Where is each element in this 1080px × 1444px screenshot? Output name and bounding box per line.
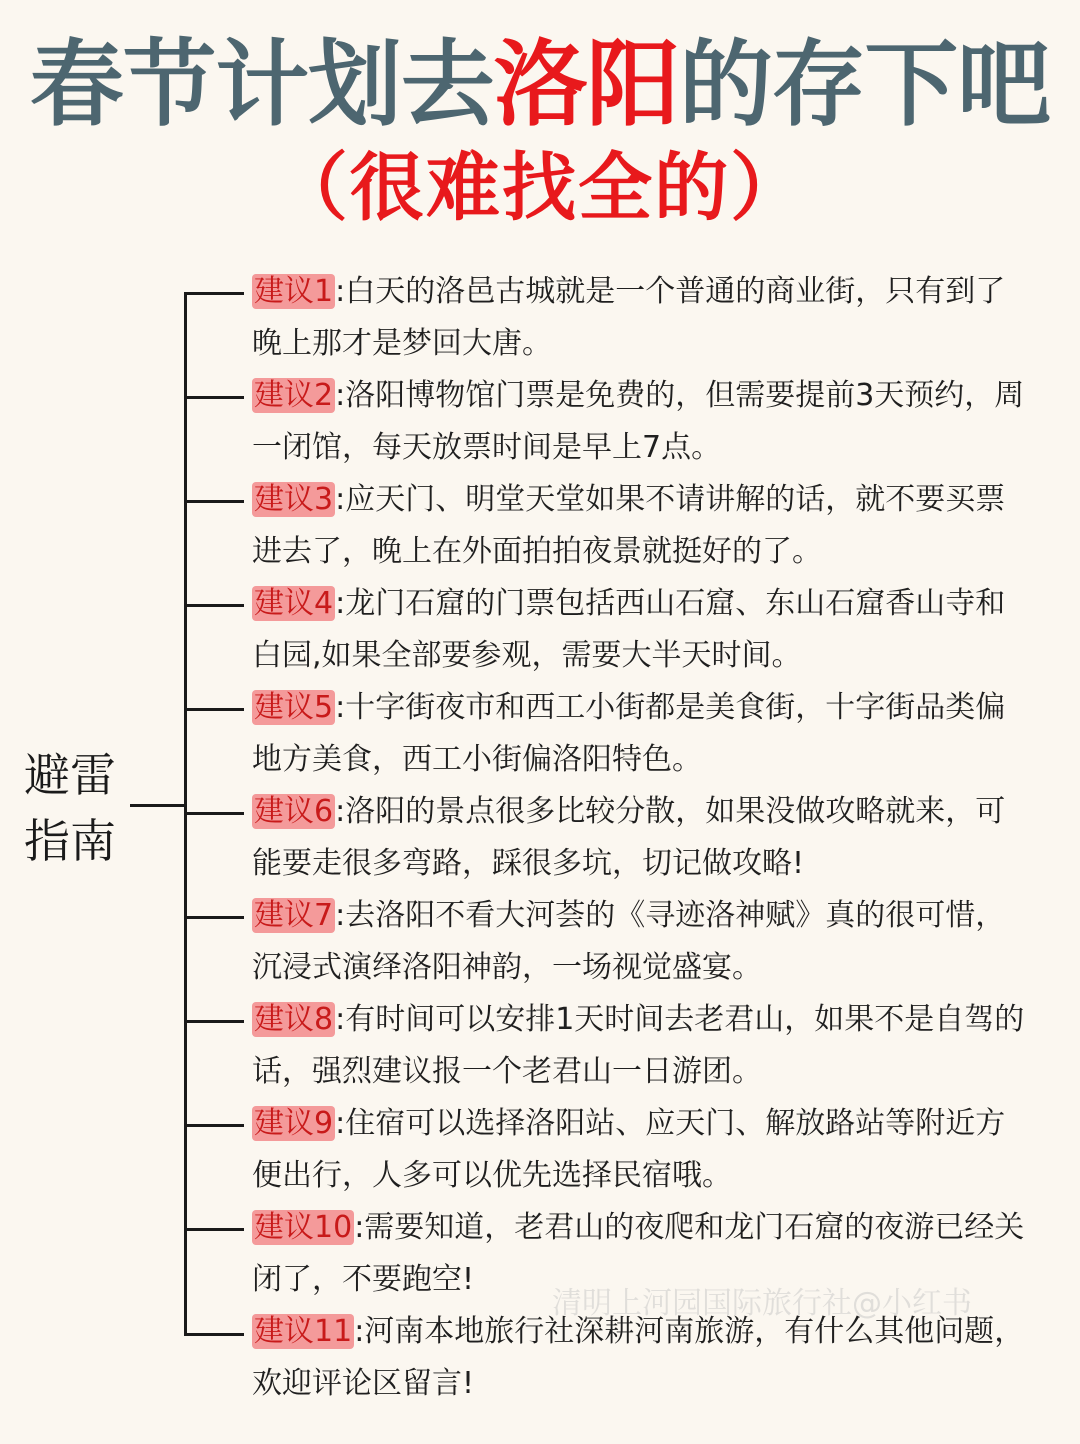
tip-text: :有时间可以安排1天时间去老君山，如果不是自驾的 xyxy=(335,1002,1025,1037)
tip-text: :白天的洛邑古城就是一个普通的商业街，只有到了 xyxy=(335,274,1006,309)
tip-line-2: 便出行，人多可以优先选择民宿哦。 xyxy=(252,1158,732,1193)
tip-tag: 建议5 xyxy=(254,690,334,725)
branch-connector xyxy=(184,916,244,919)
tip-item xyxy=(252,1098,1074,1202)
root-label xyxy=(24,742,134,874)
tip-line-1 xyxy=(252,1202,1074,1254)
tip-tag: 建议2 xyxy=(254,378,334,413)
root-connector xyxy=(130,804,186,807)
tip-line-2: 能要走很多弯路，踩很多坑，切记做攻略! xyxy=(252,846,805,881)
branch-connector xyxy=(184,396,244,399)
tip-item xyxy=(252,370,1074,474)
title-highlight: 洛阳 xyxy=(493,31,680,140)
tip-line-2: 闭了，不要跑空! xyxy=(252,1262,475,1297)
tip-text: :应天门、明堂天堂如果不请讲解的话，就不要买票 xyxy=(335,482,1006,517)
tip-text: :洛阳的景点很多比较分散，如果没做攻略就来，可 xyxy=(335,794,1006,829)
tip-tag: 建议7 xyxy=(254,898,334,933)
root-label-line1: 避雷 xyxy=(24,748,116,802)
branch-connector xyxy=(184,1228,244,1231)
tip-line-1 xyxy=(252,786,1074,838)
tip-text: :需要知道，老君山的夜爬和龙门石窟的夜游已经关 xyxy=(354,1210,1025,1245)
tip-text: :河南本地旅行社深耕河南旅游，有什么其他问题， xyxy=(354,1314,1025,1349)
tip-line-2: 沉浸式演绎洛阳神韵，一场视觉盛宴。 xyxy=(252,950,762,985)
tip-item xyxy=(252,786,1074,890)
tip-item xyxy=(252,266,1074,370)
tip-line-1 xyxy=(252,474,1074,526)
branch-connector xyxy=(184,604,244,607)
branch-connector xyxy=(184,292,244,295)
tip-tag: 建议11 xyxy=(254,1314,353,1349)
tip-line-2: 进去了，晚上在外面拍拍夜景就挺好的了。 xyxy=(252,534,822,569)
tip-line-1 xyxy=(252,370,1074,422)
tip-line-2: 话，强烈建议报一个老君山一日游团。 xyxy=(252,1054,762,1089)
tip-item xyxy=(252,994,1074,1098)
tip-line-2: 白园,如果全部要参观，需要大半天时间。 xyxy=(252,638,802,673)
branch-connector xyxy=(184,500,244,503)
tip-tag: 建议10 xyxy=(254,1210,353,1245)
tip-line-1 xyxy=(252,1098,1074,1150)
tip-text: :洛阳博物馆门票是免费的，但需要提前3天预约，周 xyxy=(335,378,1025,413)
tip-line-2: 一闭馆，每天放票时间是早上7点。 xyxy=(252,430,722,465)
tip-text: :去洛阳不看大河荟的《寻迹洛神赋》真的很可惜， xyxy=(335,898,1006,933)
tip-text: :龙门石窟的门票包括西山石窟、东山石窟香山寺和 xyxy=(335,586,1006,621)
title-part1: 春节计划去 xyxy=(30,31,494,140)
branch-connector xyxy=(184,1333,244,1336)
page-title xyxy=(0,26,1080,146)
branch-connector xyxy=(184,1124,244,1127)
tip-tag: 建议9 xyxy=(254,1106,334,1141)
tip-tag: 建议8 xyxy=(254,1002,334,1037)
tip-line-1 xyxy=(252,578,1074,630)
root-label-line2: 指南 xyxy=(24,814,116,868)
tip-tag: 建议4 xyxy=(254,586,334,621)
tip-line-1 xyxy=(252,890,1074,942)
tip-line-2: 晚上那才是梦回大唐。 xyxy=(252,326,552,361)
tip-text: :十字街夜市和西工小街都是美食街，十字街品类偏 xyxy=(335,690,1006,725)
tip-line-1 xyxy=(252,682,1074,734)
tip-text: :住宿可以选择洛阳站、应天门、解放路站等附近方 xyxy=(335,1106,1006,1141)
tip-tag: 建议3 xyxy=(254,482,334,517)
tip-item xyxy=(252,578,1074,682)
tip-tag: 建议1 xyxy=(254,274,334,309)
page-subtitle: （很难找全的） xyxy=(273,145,807,231)
branch-connector xyxy=(184,708,244,711)
tip-line-2: 欢迎评论区留言! xyxy=(252,1366,475,1401)
branch-connector xyxy=(184,1020,244,1023)
branch-connector xyxy=(184,812,244,815)
tip-line-2: 地方美食，西工小街偏洛阳特色。 xyxy=(252,742,702,777)
title-part2: 的存下吧 xyxy=(679,31,1050,140)
tip-line-1 xyxy=(252,266,1074,318)
tip-line-1 xyxy=(252,994,1074,1046)
tip-item xyxy=(252,682,1074,786)
tip-item xyxy=(252,890,1074,994)
tip-item xyxy=(252,474,1074,578)
watermark: 清明上河园国际旅行社@小红书 xyxy=(552,1286,972,1321)
tip-tag: 建议6 xyxy=(254,794,334,829)
